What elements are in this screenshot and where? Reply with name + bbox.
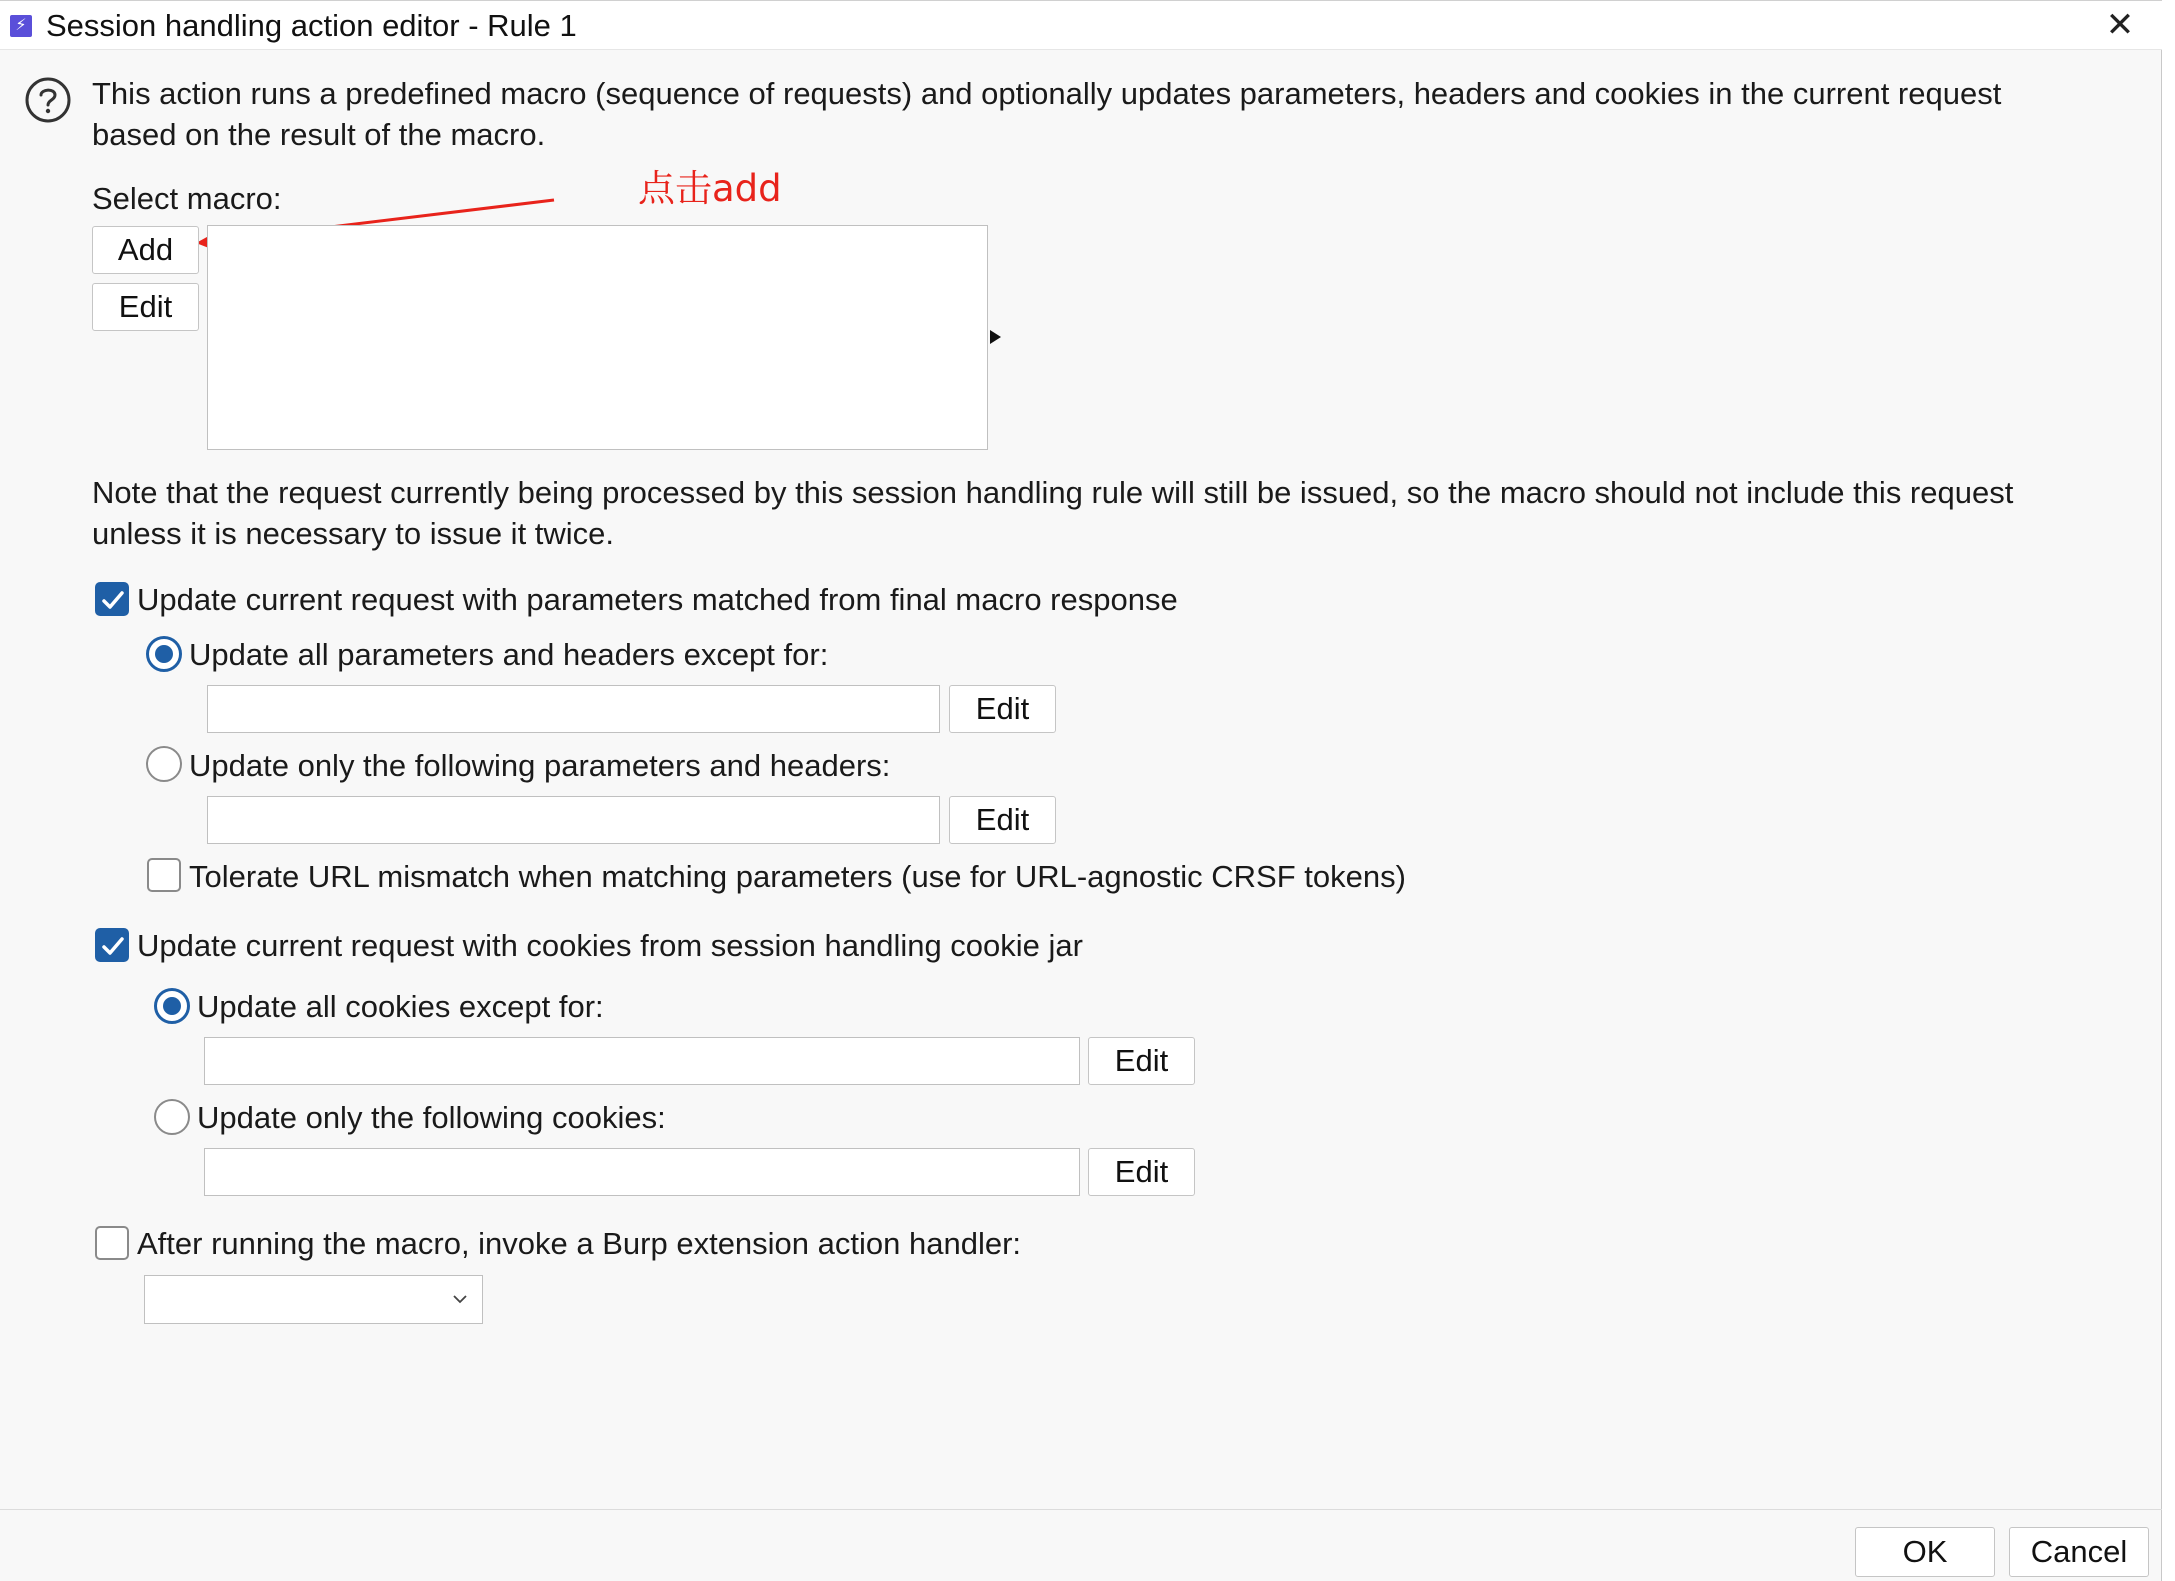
- tolerate-url-mismatch-label: Tolerate URL mismatch when matching parameters (use for URL-agnostic CRSF tokens): [189, 859, 1406, 894]
- footer-separator: [0, 1509, 2162, 1510]
- checkmark-icon: [96, 583, 130, 617]
- update-params-checkbox[interactable]: [95, 582, 129, 616]
- params-except-edit-button[interactable]: Edit: [949, 685, 1056, 733]
- update-all-params-radio[interactable]: [146, 636, 182, 672]
- extension-handler-dropdown[interactable]: [144, 1275, 483, 1324]
- invoke-extension-handler-label: After running the macro, invoke a Burp extension action handler:: [137, 1226, 1022, 1261]
- params-only-edit-button[interactable]: Edit: [949, 796, 1056, 844]
- update-cookies-label: Update current request with cookies from session handling cookie jar: [137, 928, 1083, 963]
- update-only-cookies-label: Update only the following cookies:: [197, 1100, 666, 1135]
- params-except-field[interactable]: [207, 685, 940, 733]
- close-icon[interactable]: ✕: [2105, 6, 2135, 44]
- cookies-only-field[interactable]: [204, 1148, 1080, 1196]
- macro-list[interactable]: [207, 225, 988, 450]
- update-only-params-radio[interactable]: [146, 746, 182, 782]
- chevron-down-icon: [452, 1294, 468, 1304]
- window-title: Session handling action editor - Rule 1: [46, 8, 577, 43]
- ok-button[interactable]: OK: [1855, 1527, 1995, 1577]
- edit-macro-button[interactable]: Edit: [92, 283, 199, 331]
- expand-arrow-icon[interactable]: [988, 328, 1004, 346]
- params-only-field[interactable]: [207, 796, 940, 844]
- title-bar: [0, 0, 2162, 50]
- cookies-only-edit-button[interactable]: Edit: [1088, 1148, 1195, 1196]
- note-text-line-2: unless it is necessary to issue it twice.: [92, 516, 615, 551]
- burp-lightning-icon: ⚡: [10, 15, 32, 37]
- intro-text-line-2: based on the result of the macro.: [92, 117, 546, 152]
- cookies-except-field[interactable]: [204, 1037, 1080, 1085]
- cancel-button[interactable]: Cancel: [2009, 1527, 2149, 1577]
- add-macro-button[interactable]: Add: [92, 226, 199, 274]
- cookies-except-edit-button[interactable]: Edit: [1088, 1037, 1195, 1085]
- checkmark-icon: [96, 929, 130, 963]
- update-all-params-label: Update all parameters and headers except for:: [189, 637, 829, 672]
- update-cookies-checkbox[interactable]: [95, 928, 129, 962]
- tolerate-url-mismatch-checkbox[interactable]: [147, 858, 181, 892]
- update-params-label: Update current request with parameters matched from final macro response: [137, 582, 1178, 617]
- update-only-params-label: Update only the following parameters and headers:: [189, 748, 891, 783]
- background-window-edge: [2162, 0, 2175, 1581]
- select-macro-label: Select macro:: [92, 181, 282, 216]
- intro-text-line-1: This action runs a predefined macro (sequence of requests) and optionally updates parameters, headers and cookies in the current request: [92, 76, 2002, 111]
- help-question-icon[interactable]: [24, 76, 72, 124]
- annotation-text: 点击add: [638, 167, 782, 210]
- update-all-cookies-label: Update all cookies except for:: [197, 989, 604, 1024]
- note-text-line-1: Note that the request currently being processed by this session handling rule will still be issued, so the macro should not include this request: [92, 475, 2014, 510]
- update-all-cookies-radio[interactable]: [154, 988, 190, 1024]
- update-only-cookies-radio[interactable]: [154, 1099, 190, 1135]
- invoke-extension-handler-checkbox[interactable]: [95, 1226, 129, 1260]
